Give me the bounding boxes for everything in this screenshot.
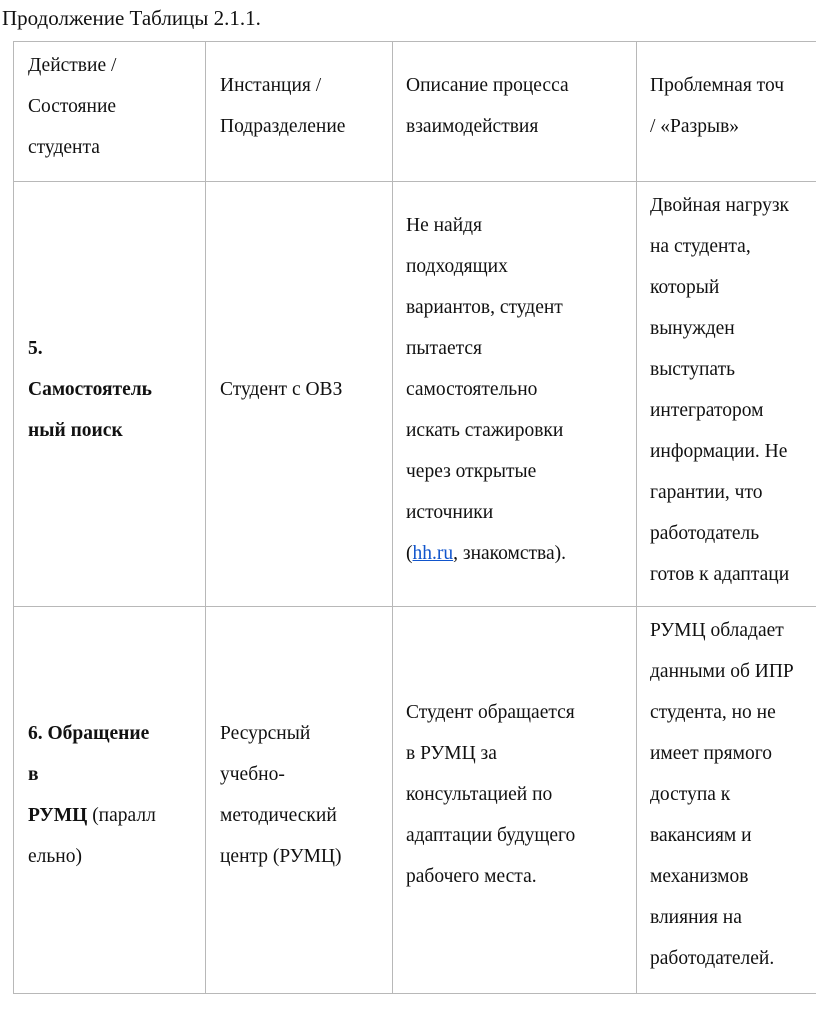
row-divider xyxy=(13,606,816,607)
row6-action: 6. Обращение в РУМЦ (паралл ельно) xyxy=(28,723,156,867)
header-process-description: Описание процесса взаимодействия xyxy=(406,75,569,137)
process-table xyxy=(13,41,816,994)
column-divider xyxy=(392,41,393,994)
table-border-top xyxy=(13,41,816,42)
row5-description: Не найдя подходящих вариантов, студент пытается самостоятельно искать стажировки через открытые источники (hh.ru, знакомства). xyxy=(406,215,567,564)
hh-ru-link[interactable]: hh.ru xyxy=(412,543,454,564)
row5-problem: Двойная нагрузк на студента, который вынужден выступать интегратором информации. Не гарантии, что работодатель готов к адаптаци xyxy=(650,195,790,585)
row5-instance: Студент с ОВЗ xyxy=(220,379,343,400)
table-border-left xyxy=(13,41,14,994)
header-instance-department: Инстанция / Подразделение xyxy=(220,75,346,137)
row5-action: 5. Самостоятель ный поиск xyxy=(28,338,152,441)
table-border-bottom xyxy=(13,993,816,994)
column-divider xyxy=(636,41,637,994)
row6-instance: Ресурсный учебно- методический центр (РУМЦ) xyxy=(220,723,342,867)
row6-problem: РУМЦ обладает данными об ИПР студента, но не имеет прямого доступа к вакансиям и механизмов влияния на работодателей. xyxy=(650,620,794,969)
row-divider xyxy=(13,181,816,182)
table-caption: Продолжение Таблицы 2.1.1. xyxy=(2,6,261,30)
header-problem-point: Проблемная точ / «Разрыв» xyxy=(650,75,784,137)
column-divider xyxy=(205,41,206,994)
header-action-status: Действие / Состояние студента xyxy=(28,55,117,158)
row6-description: Студент обращается в РУМЦ за консультацией по адаптации будущего рабочего места. xyxy=(406,702,576,887)
